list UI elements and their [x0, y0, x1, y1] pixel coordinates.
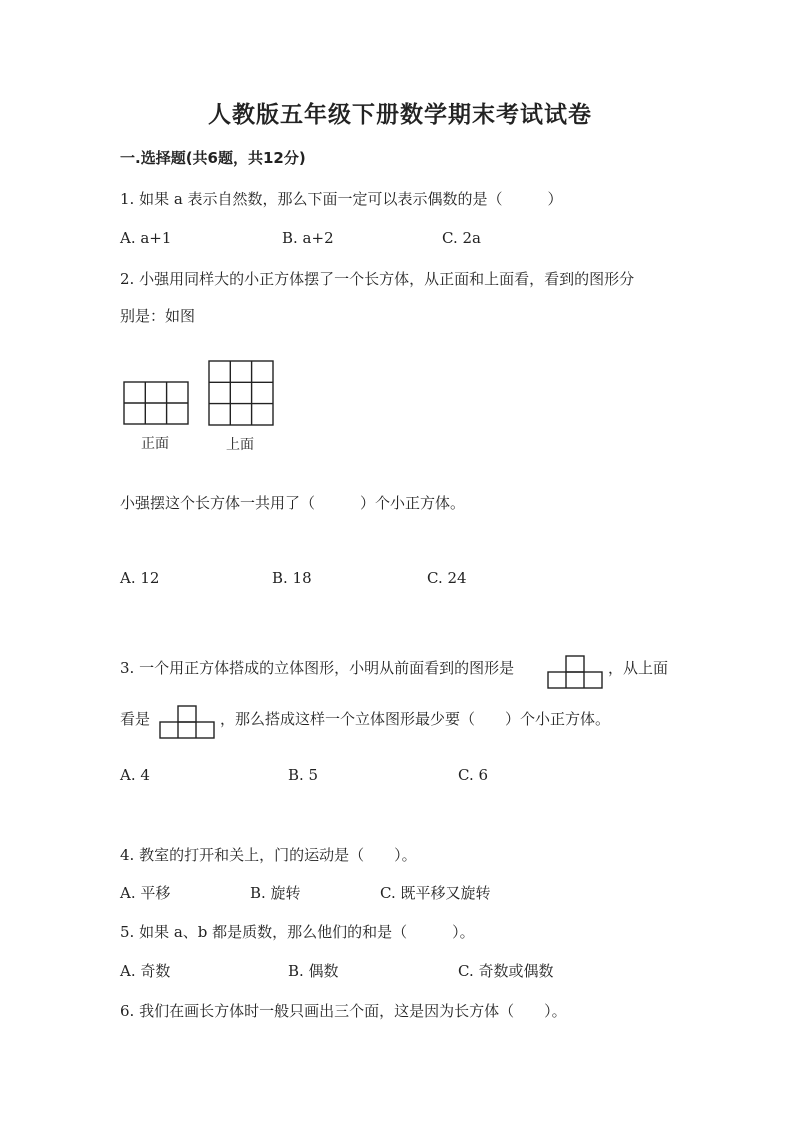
q4-option-b: B. 旋转 — [250, 884, 301, 902]
question-3-part4: ，那么搭成这样一个立体图形最少要（ ）个小正方体。 — [220, 710, 611, 728]
q4-option-a: A. 平移 — [120, 884, 171, 902]
q5-option-c: C. 奇数或偶数 — [458, 962, 554, 980]
question-3-part1: 3. 一个用正方体搭成的立体图形，小明从前面看到的图形是 — [120, 659, 515, 677]
question-3-part3: 看是 — [120, 710, 151, 728]
page-title: 人教版五年级下册数学期末考试试卷 — [208, 102, 592, 128]
q4-option-c: C. 既平移又旋转 — [380, 884, 491, 902]
q2-option-a: A. 12 — [120, 569, 160, 587]
question-2-line2: 别是：如图 — [120, 307, 196, 325]
question-3-part2: ，从上面 — [608, 659, 669, 677]
q5-option-a: A. 奇数 — [120, 962, 171, 980]
question-6: 6. 我们在画长方体时一般只画出三个面，这是因为长方体（ ）。 — [120, 1002, 567, 1020]
question-2-line1: 2. 小强用同样大的小正方体摆了一个长方体，从正面和上面看，看到的图形分 — [120, 270, 635, 288]
q1-option-a: A. a+1 — [120, 229, 172, 247]
q1-option-c: C. 2a — [442, 229, 481, 247]
top-view-label: 上面 — [226, 437, 254, 453]
q3-front-view-figure — [547, 654, 605, 690]
question-5: 5. 如果 a、b 都是质数，那么他们的和是（ ）。 — [120, 923, 475, 941]
q3-option-b: B. 5 — [288, 766, 319, 784]
q2-option-b: B. 18 — [272, 569, 312, 587]
top-view-figure — [208, 360, 276, 428]
front-view-label: 正面 — [141, 436, 169, 452]
question-2-prompt: 小强摆这个长方体一共用了（ ）个小正方体。 — [120, 494, 466, 512]
question-4: 4. 教室的打开和关上，门的运动是（ ）。 — [120, 846, 417, 864]
q5-option-b: B. 偶数 — [288, 962, 339, 980]
question-1: 1. 如果 a 表示自然数，那么下面一定可以表示偶数的是（ ） — [120, 190, 563, 208]
q3-option-c: C. 6 — [458, 766, 489, 784]
section-heading: 一.选择题(共6题，共12分) — [120, 149, 306, 167]
q1-option-b: B. a+2 — [282, 229, 334, 247]
q3-top-view-figure — [159, 704, 217, 740]
q2-option-c: C. 24 — [427, 569, 467, 587]
q3-option-a: A. 4 — [120, 766, 150, 784]
front-view-figure — [123, 381, 191, 427]
